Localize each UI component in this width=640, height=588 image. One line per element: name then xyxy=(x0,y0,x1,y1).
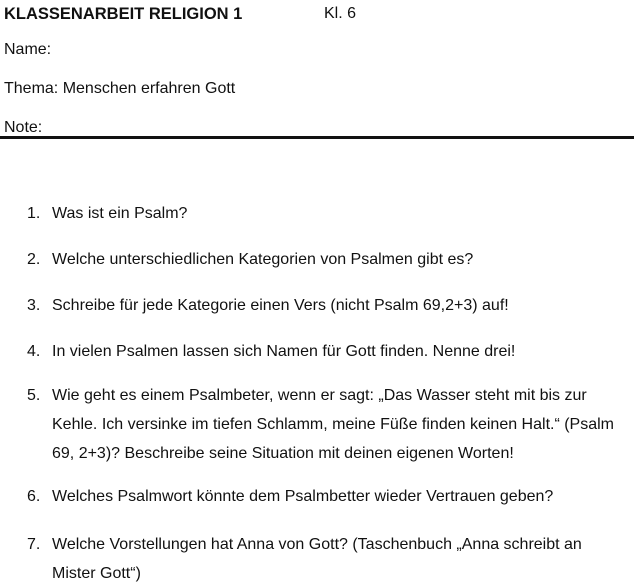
question-number: 3. xyxy=(27,297,41,314)
question-text: In vielen Psalmen lassen sich Namen für Gott finden. Nenne drei! xyxy=(52,343,516,360)
topic-label: Thema: Menschen erfahren Gott xyxy=(4,80,236,97)
question-text: Wie geht es einem Psalmbeter, wenn er sagt: „Das Wasser steht mit bis zur Kehle. Ich versinke im tiefen Schlamm, meine Füße finden keinen Halt.“ (Psalm 69, 2+3)? Beschreibe seine Situation mit deinen eigenen Worten! xyxy=(52,387,615,462)
header-divider xyxy=(0,136,634,139)
question-item xyxy=(27,337,627,366)
question-item xyxy=(27,245,627,274)
question-number: 6. xyxy=(27,488,41,505)
question-number: 1. xyxy=(27,205,41,222)
question-item xyxy=(27,381,627,468)
title-row xyxy=(4,4,357,25)
question-number: 5. xyxy=(27,387,41,404)
exam-title: KLASSENARBEIT RELIGION 1 xyxy=(4,5,243,23)
question-text: Schreibe für jede Kategorie einen Vers (nicht Psalm 69,2+3) auf! xyxy=(52,297,509,314)
name-label: Name: xyxy=(4,41,52,58)
question-item xyxy=(27,530,627,588)
grade-label: Note: xyxy=(4,119,43,136)
question-text: Welche unterschiedlichen Kategorien von Psalmen gibt es? xyxy=(52,251,474,268)
question-number: 2. xyxy=(27,251,41,268)
question-text: Welche Vorstellungen hat Anna von Gott? (Taschenbuch „Anna schreibt an Mister Gott“) xyxy=(52,536,582,582)
question-item xyxy=(27,199,627,228)
question-item xyxy=(27,291,627,320)
question-number: 7. xyxy=(27,536,41,553)
question-item xyxy=(27,482,627,511)
class-label: Kl. 6 xyxy=(324,5,357,22)
question-text: Was ist ein Psalm? xyxy=(52,205,188,222)
question-number: 4. xyxy=(27,343,41,360)
question-text: Welches Psalmwort könnte dem Psalmbetter wieder Vertrauen geben? xyxy=(52,488,554,505)
